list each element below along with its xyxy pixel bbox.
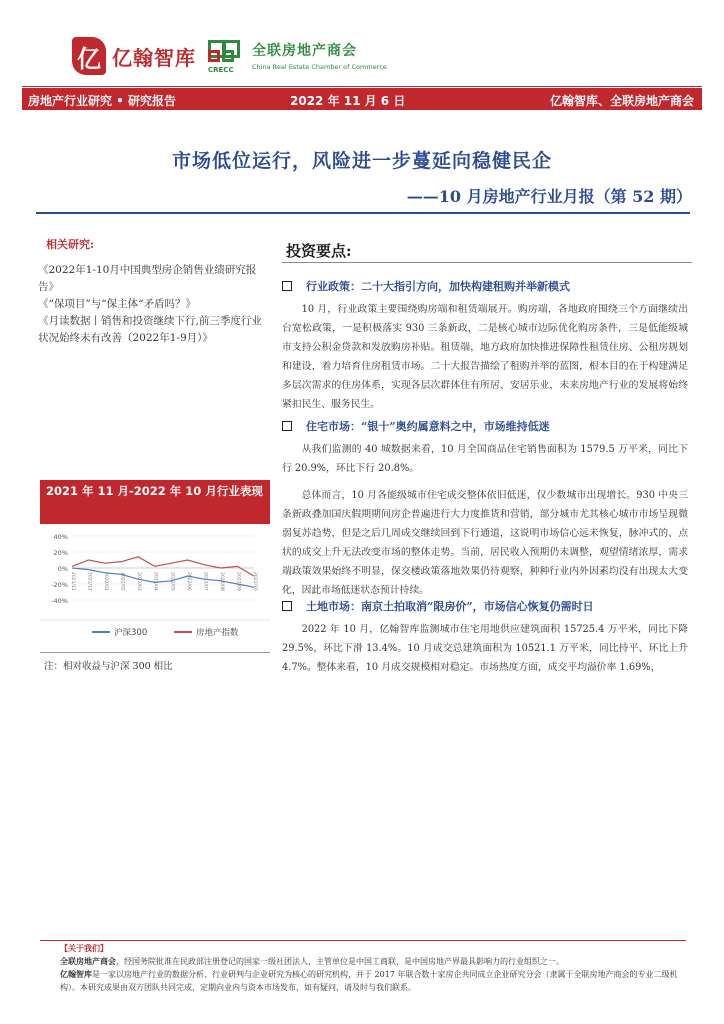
report-category: 房地产行业研究 • 研究报告: [28, 94, 177, 108]
paragraph: 从我们监测的 40 城数据来看，10 月全国商品住宅销售面积为 1579.5 万平米，同比下行 20.9%，环比下行 20.8%。: [282, 444, 688, 474]
x-tick-label: 2021/11: [70, 572, 75, 591]
header-divider: [22, 86, 702, 87]
y-tick-label: 20%: [53, 549, 68, 557]
section-policy-body: [282, 300, 688, 414]
x-tick-label: 2021/12: [86, 572, 92, 591]
about-crecc-label: 全联房地产商会: [60, 956, 116, 966]
x-tick-label: 2022/10: [252, 572, 257, 591]
x-tick-label: 2022/02: [119, 572, 125, 591]
report-date: 2022 年 11 月 6 日: [290, 94, 406, 108]
x-tick-label: 2022/03: [136, 572, 142, 591]
related-research-item[interactable]: 《2022年1-10月中国典型房企销售业绩研究报告》: [38, 264, 257, 293]
x-tick-label: 2022/04: [152, 572, 158, 591]
paragraph: 2022 年 10 月，亿翰智库监测城市住宅用地供应建筑面积 15725.4 万平米，同比下降 29.5%，环比下滑 13.4%。10 月成交总建筑面积为 10521.1 万平米，同比持平、环比上升 4.7%。整体来看，10 月成交规模相对稳定。市场热度方面，成交平均溢价率 1.69%，: [282, 624, 688, 673]
related-research-item[interactable]: 《“保项目”与“保主体“矛盾吗？》: [38, 298, 196, 310]
x-tick-label: 2022/09: [235, 572, 241, 591]
section-housing-body: [282, 440, 688, 600]
x-tick-label: 2022/07: [202, 572, 208, 591]
x-tick-label: 2022/06: [185, 572, 191, 591]
yihan-logo-text: 亿翰智库: [112, 45, 196, 70]
related-research-list: [38, 262, 270, 347]
crecc-logo-mark: [208, 40, 242, 74]
about-us: [60, 942, 680, 994]
series-line: [72, 568, 254, 587]
related-research-item[interactable]: 《月读数据丨销售和投资继续下行,前三季度行业状况始终未有改善（2022年1-9月）》: [38, 315, 262, 344]
checkbox-bullet-icon: [282, 281, 292, 291]
crecc-abbr: CRECC: [208, 66, 234, 74]
legend-label: 房地产指数: [196, 628, 239, 638]
note-divider: [40, 652, 270, 653]
industry-performance-chart: [40, 528, 270, 646]
report-subtitle: ——10 月房地产行业月报（第 52 期）: [406, 187, 692, 206]
section-policy: [282, 278, 570, 294]
about-heading: 【关于我们】: [60, 943, 108, 953]
crecc-name-cn: 全联房地产商会: [252, 43, 357, 59]
section-land-body: [282, 620, 688, 677]
section-label: 住宅市场：“银十”奥约属意料之中，市场维持低迷: [306, 420, 550, 433]
crecc-logo: [208, 40, 408, 80]
section-label: 土地市场：南京土拍取消“限房价”，市场信心恢复仍需时日: [306, 600, 594, 613]
x-tick-label: 2022/08: [218, 572, 224, 591]
checkbox-bullet-icon: [282, 601, 292, 611]
investment-highlights-heading: 投资要点:: [286, 242, 352, 260]
report-band: [22, 88, 702, 110]
yihan-logo-mark: 亿: [72, 37, 106, 75]
paragraph: 总体而言，10 月各能级城市住宅成交整体依旧低迷，仅少数城市出现增长。930 中央三条新政叠加国庆假期期间房企普遍进行大力度推货和营销，部分城市尤其核心城市市场呈现微弱复苏趋势，但是之后几周成交继续回到下行通道，这说明市场信心远未恢复，脉冲式的、点状的成交上升无法改变市场的整体走势。当前，居民收入预期仍未调整，观望情绪浓厚，需求端政策效果始终不明显，保交楼政策落地效果仍待观察，种种行业内外因素均没有出现太大变化，因此市场低迷状态预计持续。: [282, 490, 688, 596]
legend-label: 沪深300: [114, 628, 148, 638]
checkbox-bullet-icon: [282, 421, 292, 431]
x-tick-label: 2022/05: [169, 572, 175, 591]
paragraph: 10 月，行业政策主要围绕购房端和租赁端展开。购房端，各地政府围绕三个方面继续出台宽松政策，一是积极落实 930 三条新政，二是核心城市边际优化购房条件，三是低能级城市支持公积金贷款和发放购房补贴。租赁端，地方政府加快推进保障性租赁住房、公租房规划和建设，着力培育住房租赁市场。二十大报告描绘了租购并举的蓝图，根本目的在于构建满足多层次需求的住房体系，实现各层次群体住有所居、安居乐业，未来房地产行业的发展将始终紧扣民生、服务民生。: [282, 304, 688, 410]
report-publisher: 亿翰智库、全联房地产商会: [549, 94, 694, 108]
section-label: 行业政策：二十大指引方向，加快构建租购并举新模式: [306, 280, 570, 293]
footer-divider: [40, 940, 686, 941]
y-tick-label: 40%: [53, 533, 68, 541]
chart-heading: 2021 年 11 月-2022 年 10 月行业表现: [40, 480, 270, 524]
y-tick-label: -20%: [51, 581, 68, 589]
y-tick-label: 0%: [57, 565, 68, 573]
yihan-logo: [72, 36, 202, 76]
series-line: [72, 557, 254, 576]
about-crecc-text: ，经国务院批准在民政部注册登记的国家一级社团法人，主管单位是中国工商联，是中国房地产界最具影响力的行业组织之一。: [116, 957, 564, 966]
report-title: 市场低位运行，风险进一步蔓延向稳健民企: [171, 150, 552, 172]
crecc-name-en: China Real Estate Chamber of Commerce: [252, 63, 387, 71]
x-tick-label: 2022/01: [103, 572, 109, 591]
about-yihan-text: 是一家以房地产行业的数据分析、行业研判与企业研究为核心的研究机构，并于 2017 年联合数十家房企共同成立企业研究分会（隶属于全联房地产商会的专业二级机构）。本研究成果由双方团队共同完成，定期向业内与资本市场发布，如有疑问，请及时与我们联系。: [60, 970, 678, 992]
about-yihan-label: 亿翰智库: [60, 969, 92, 979]
section-housing: [282, 418, 550, 434]
section-land: [282, 598, 594, 614]
chart-note: 注：相对收益与沪深 300 相比: [44, 661, 173, 672]
highlights-divider: [282, 262, 692, 263]
title-rule: [36, 212, 690, 214]
y-tick-label: -40%: [51, 597, 68, 605]
related-research-heading: 相关研究:: [46, 238, 95, 251]
